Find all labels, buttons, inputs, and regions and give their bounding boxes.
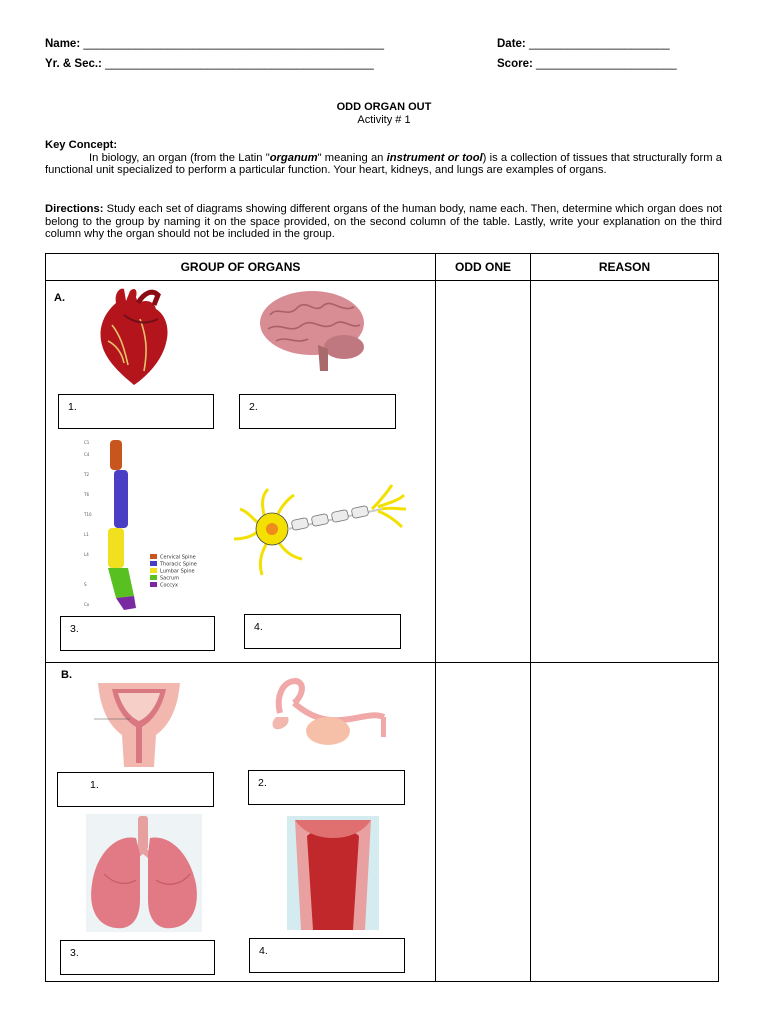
name-field [45,38,384,50]
svg-text:Coccyx: Coccyx [160,582,178,589]
date-line[interactable]: ______________________ [528,38,670,50]
odd-one-b-cell[interactable] [436,663,531,982]
svg-text:Sacrum: Sacrum [160,575,180,582]
ovary-image [266,673,386,758]
answer-box-a3[interactable]: 3. [60,616,215,651]
group-b-cell [46,663,436,982]
lungs-image [86,814,202,932]
brain-image [258,285,368,377]
svg-text:C4: C4 [84,452,90,457]
group-b-label: B. [61,669,72,681]
svg-text:T10: T10 [84,512,92,517]
answer-box-b4[interactable]: 4. [249,938,405,973]
header-odd-one: ODD ONE [436,254,531,281]
answer-box-a1[interactable]: 1. [58,394,214,429]
svg-text:C1: C1 [84,440,90,445]
neuron-image [232,481,408,581]
organs-table [45,253,719,982]
date-field [497,38,670,50]
spinal-column-image [82,436,242,616]
activity-number: Activity # 1 [357,114,411,126]
yrsec-field [45,58,374,70]
answer-box-a4[interactable]: 4. [244,614,401,649]
odd-one-a-cell[interactable] [436,281,531,663]
svg-text:T6: T6 [84,492,89,497]
name-label: Name: [45,38,81,50]
yrsec-line[interactable]: __________________________________________ [105,58,374,70]
group-a-label: A. [54,292,65,304]
header-reason: REASON [531,254,719,281]
reason-b-cell[interactable] [531,663,719,982]
answer-box-a2[interactable]: 2. [239,394,396,429]
uterus-image [94,679,184,769]
yrsec-label: Yr. & Sec.: [45,58,102,70]
answer-box-b3[interactable]: 3. [60,940,215,975]
name-line[interactable]: _______________________________________________ [83,38,384,50]
key-concept: Key Concept: In biology, an organ (from the Latin "organum" meaning an instrument or tool) is a collection of tissues that structurally form a functional unit specialized to perform a particular function. Your heart, kidneys, and lungs are examples of organs. [45,139,722,176]
svg-text:L1: L1 [84,532,89,537]
term-organum: organum [269,151,318,164]
score-label: Score: [497,58,533,70]
directions: Directions: Study each set of diagrams showing different organs of the human body, name each. Then, determine which organ does not belong to the group by naming it on the space provided, on the second column of the table. Lastly, write your explanation on the third column why the organ should not be included in the group. [45,203,722,240]
answer-box-b2[interactable]: 2. [248,770,405,805]
svg-text:S: S [84,582,87,587]
reason-a-cell[interactable] [531,281,719,663]
key-concept-label: Key Concept: [45,139,118,151]
score-line[interactable]: ______________________ [536,58,677,70]
directions-label: Directions: [45,203,104,215]
worksheet-title: ODD ORGAN OUT [336,101,432,113]
spine-legend [150,554,197,589]
term-meaning: instrument or tool [386,151,483,164]
vagina-image [287,816,379,930]
svg-text:T2: T2 [84,472,89,477]
score-field [497,58,677,70]
date-label: Date: [497,38,526,50]
svg-text:Co: Co [84,602,90,607]
svg-text:L4: L4 [84,552,89,557]
svg-text:Lumbar Spine: Lumbar Spine [160,568,195,575]
heart-image [94,285,174,387]
header-group-of-organs: GROUP OF ORGANS [46,254,436,281]
svg-text:Cervical Spine: Cervical Spine [160,554,196,561]
svg-text:Thoracic Spine: Thoracic Spine [160,561,197,568]
group-a-cell [46,281,436,663]
answer-box-b1[interactable]: 1. [57,772,214,807]
